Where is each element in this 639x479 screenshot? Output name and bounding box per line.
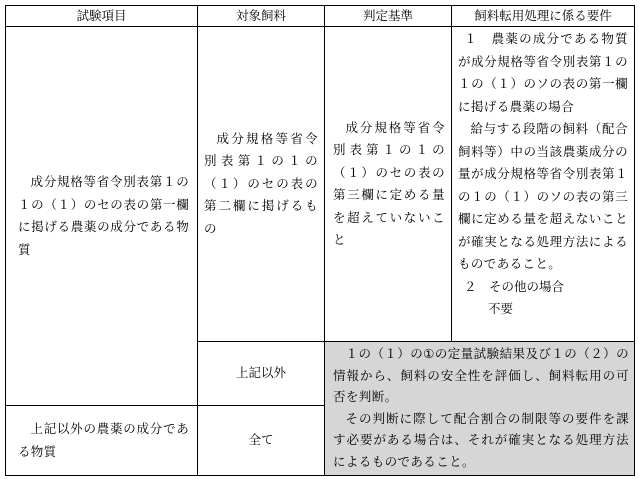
header-test-item: 試験項目 <box>76 8 127 23</box>
note-paragraph-1: １の（１）の①の定量試験結果及び１の（２）の情報から、飼料の安全性を評価し、飼料転用の可否を判断。 <box>333 346 629 404</box>
test-item-other-pesticide: 上記以外の農薬の成分である物質 <box>18 421 189 459</box>
header-target-feed: 対象飼料 <box>235 8 286 23</box>
requirement-2-body: 不要 <box>488 301 514 316</box>
header-criterion: 判定基準 <box>362 8 413 23</box>
requirement-2-heading: ２ その他の場合 <box>464 278 565 294</box>
target-feed-other: 上記以外 <box>235 365 286 381</box>
requirement-1-body: 給与する段階の飼料（配合飼料等）中の当該農薬成分の量が成分規格等省令別表第１の１の（１）のソの表の第三欄に定める量を超えないことが確実となる処理方法によるものであること。 <box>458 121 628 271</box>
target-feed-listed: 成分規格等省令別表第１の１の（１）のセの表の第二欄に掲げるもの <box>204 130 318 236</box>
table-border-right <box>634 5 635 476</box>
table-border-bottom <box>5 475 635 476</box>
shaded-evaluation-note <box>327 343 633 475</box>
requirements-listed <box>452 28 634 341</box>
criterion-listed: 成分規格等省令別表第１の１の（１）のセの表の第三欄に定める量を超えていないこと <box>333 119 445 247</box>
target-feed-all: 全て <box>248 432 274 448</box>
requirement-1-heading: １ 農薬の成分である物質が成分規格等省令別表第１の１の（１）のソの表の第一欄に掲げる農薬の場合 <box>458 31 628 114</box>
note-paragraph-2: その判断に際して配合割合の制限等の要件を課す必要がある場合は、それが確実となる処理方法によるものであること。 <box>333 410 629 469</box>
test-item-listed-pesticide: 成分規格等省令別表第１の１の（１）のセの表の第一欄に掲げる農薬の成分である物質 <box>18 174 189 257</box>
header-requirements: 飼料転用処理に係る要件 <box>474 8 612 23</box>
